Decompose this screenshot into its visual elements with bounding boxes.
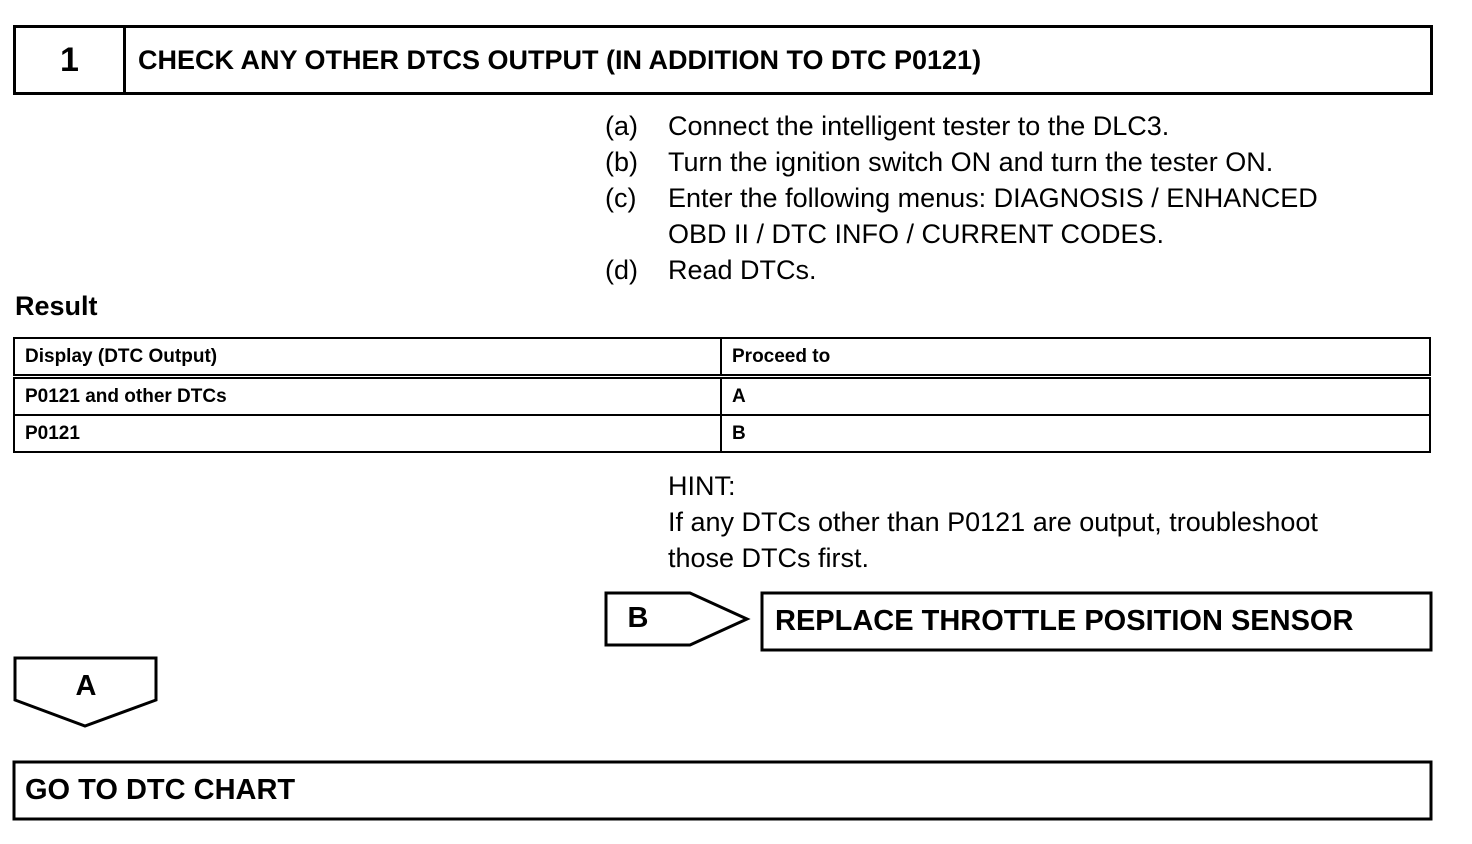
procedure-letter-a: (a)	[605, 111, 638, 141]
hint-text-line2: those DTCs first.	[668, 543, 870, 573]
procedure-letter-c: (c)	[605, 183, 637, 213]
step-number: 1	[16, 28, 126, 92]
branch-a-action-text: GO TO DTC CHART	[25, 774, 296, 806]
procedure-text-c-line2: OBD II / DTC INFO / CURRENT CODES.	[668, 219, 1165, 249]
branch-a-tag-label: A	[75, 670, 97, 702]
table-cell-proceed: B	[721, 415, 1430, 452]
procedure-text-d: Read DTCs.	[668, 255, 817, 285]
procedure-text-a: Connect the intelligent tester to the DLC3.	[668, 111, 1170, 141]
procedure-letter-d: (d)	[605, 255, 638, 285]
hint-label: HINT:	[668, 471, 736, 501]
table-cell-proceed: A	[721, 377, 1430, 416]
hint-text-line1: If any DTCs other than P0121 are output, troubleshoot	[668, 507, 1318, 537]
step-title: CHECK ANY OTHER DTCS OUTPUT (IN ADDITION TO DTC P0121)	[138, 45, 982, 75]
branch-b-tag-label: B	[627, 602, 649, 634]
column-header-proceed: Proceed to	[721, 338, 1430, 377]
table-cell-display: P0121	[14, 415, 721, 452]
procedure-text-c-line1: Enter the following menus: DIAGNOSIS / ENHANCED	[668, 183, 1318, 213]
column-header-display: Display (DTC Output)	[14, 338, 721, 377]
branch-b-action-text: REPLACE THROTTLE POSITION SENSOR	[775, 605, 1354, 637]
procedure-letter-b: (b)	[605, 147, 638, 177]
result-heading: Result	[15, 291, 98, 321]
table-cell-display: P0121 and other DTCs	[14, 377, 721, 416]
procedure-text-b: Turn the ignition switch ON and turn the tester ON.	[668, 147, 1274, 177]
